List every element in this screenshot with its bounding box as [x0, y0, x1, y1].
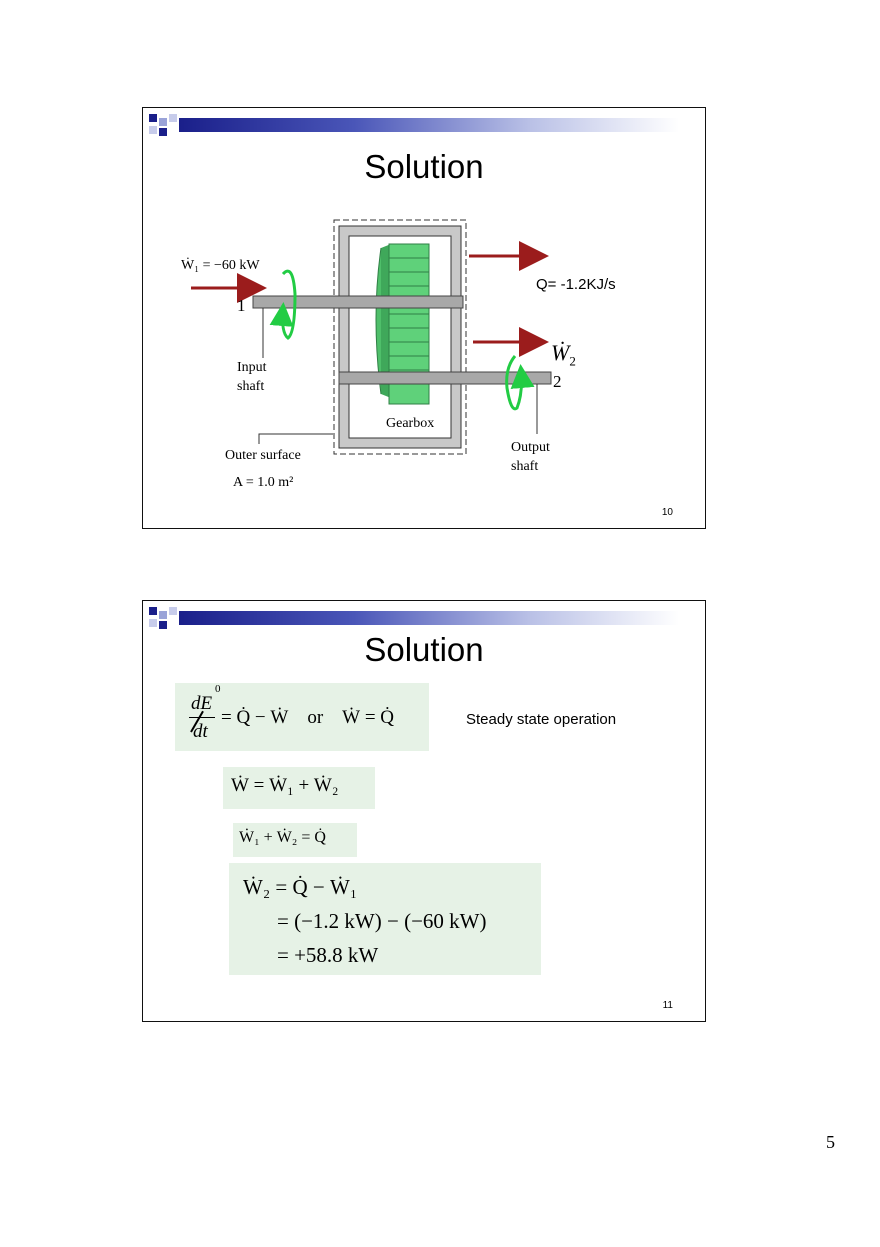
input-shaft-label: Input shaft: [237, 360, 267, 394]
w2-calculation: Ẇ₂ = Q̇ − Ẇ₁ = (−1.2 kW) − (−60 kW) = +58.8 kW: [229, 863, 541, 975]
outer-surface-label: Outer surface: [225, 448, 301, 463]
slide-number: 11: [662, 1000, 673, 1011]
slide-title: Solution: [364, 148, 484, 185]
slide-title: Solution: [364, 631, 484, 668]
title-bar-decoration: [149, 114, 679, 136]
q-label: Q= -1.2KJ/s: [536, 276, 616, 293]
slide-number: 10: [661, 507, 673, 518]
total-work-equation: Ẇ = Ẇ₁ + Ẇ₂: [223, 767, 375, 809]
page-number: 5: [826, 1132, 835, 1152]
w1-label: Ẇ₁ = −60 kW: [181, 258, 260, 273]
work-heat-equation: Ẇ₁ + Ẇ₂ = Q̇: [233, 823, 357, 857]
steady-state-note: Steady state operation: [466, 711, 617, 728]
area-label: A = 1.0 m²: [233, 475, 294, 490]
energy-balance-equation: 0 dE dt = Q̇ − Ẇ or Ẇ = Q̇: [175, 683, 429, 751]
gearbox-label: Gearbox: [386, 416, 435, 431]
output-shaft: [339, 372, 551, 384]
slide-10: [142, 107, 706, 529]
title-bar-decoration: [149, 607, 679, 629]
output-shaft-label: Output shaft: [511, 440, 550, 474]
port-2-label: 2: [553, 372, 562, 391]
slide-11: [142, 600, 706, 1022]
port-1-label: 1: [237, 296, 246, 315]
input-shaft: [253, 296, 463, 308]
w2-label: $Ẇ_2$: [551, 340, 576, 369]
